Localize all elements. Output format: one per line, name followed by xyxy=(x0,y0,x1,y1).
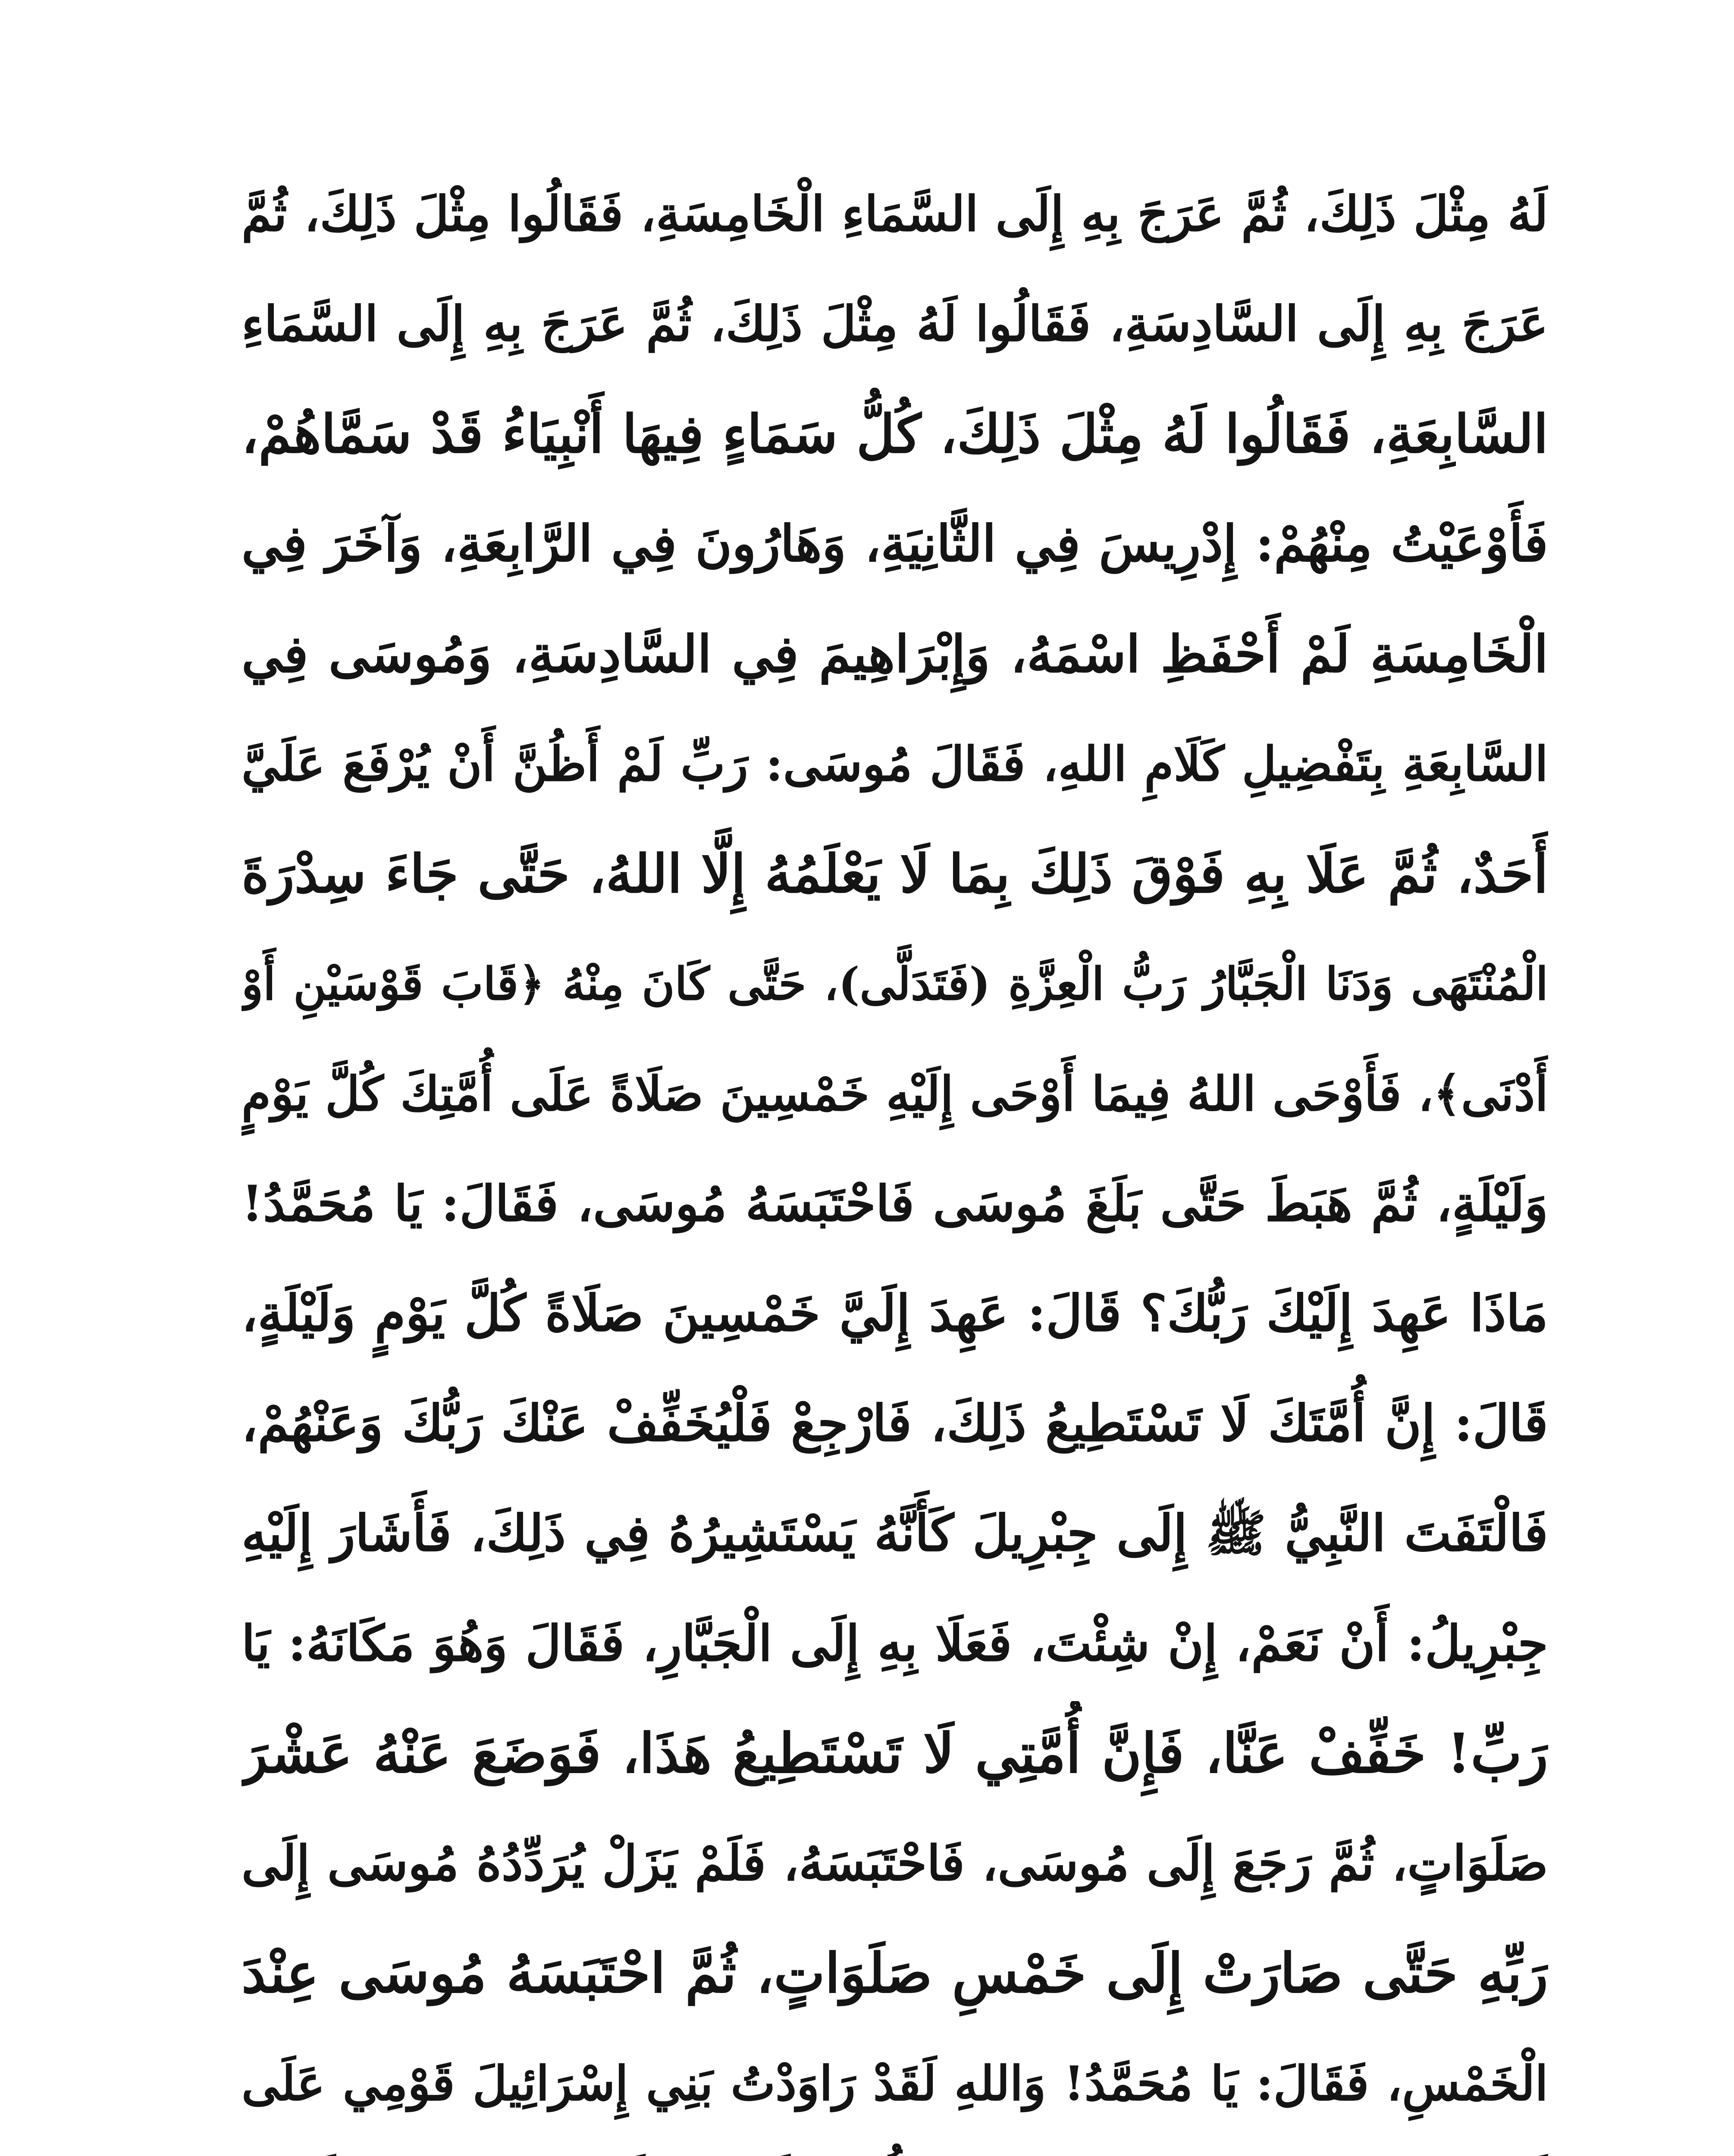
text-line-14: جِبْرِيلُ: أَنْ نَعَمْ، إِنْ شِئْتَ، فَعَلَا بِهِ إِلَى الْجَبَّارِ، فَقَالَ وَهُوَ مَكَانَهُ: يَا xyxy=(241,1614,1548,1672)
text-line-12: قَالَ: إِنَّ أُمَّتَكَ لَا تَسْتَطِيعُ ذَلِكَ، فَارْجِعْ فَلْيُخَفِّفْ عَنْكَ رَبُّكَ وَعَنْهُمْ، xyxy=(241,1394,1548,1453)
text-line-16: صَلَوَاتٍ، ثُمَّ رَجَعَ إِلَى مُوسَى، فَاحْتَبَسَهُ، فَلَمْ يَزَلْ يُرَدِّدُهُ مُوسَى إِلَى xyxy=(241,1835,1548,1892)
text-line-3: السَّابِعَةِ، فَقَالُوا لَهُ مِثْلَ ذَلِكَ، كُلُّ سَمَاءٍ فِيهَا أَنْبِيَاءُ قَدْ سَمَّاهُمْ، xyxy=(241,403,1548,465)
text-line-13: فَالْتَفَتَ النَّبِيُّ ﷺ إِلَى جِبْرِيلَ كَأَنَّهُ يَسْتَشِيرُهُ فِي ذَلِكَ، فَأَشَارَ إِلَيْهِ xyxy=(241,1504,1548,1563)
text-line-2: عَرَجَ بِهِ إِلَى السَّادِسَةِ، فَقَالُوا لَهُ مِثْلَ ذَلِكَ، ثُمَّ عَرَجَ بِهِ إِلَى السَّمَاءِ xyxy=(241,296,1548,352)
text-line-9: أَدْنَى﴾، فَأَوْحَى اللهُ فِيمَا أَوْحَى إِلَيْهِ خَمْسِينَ صَلَاةً عَلَى أُمَّتِكَ كُلَّ يَوْمٍ xyxy=(241,1066,1548,1122)
text-line-19 xyxy=(241,2141,1548,2156)
text-line-1: لَهُ مِثْلَ ذَلِكَ، ثُمَّ عَرَجَ بِهِ إِلَى السَّمَاءِ الْخَامِسَةِ، فَقَالُوا مِثْلَ ذَلِكَ، ثُمَّ xyxy=(241,186,1548,242)
text-line-18: الْخَمْسِ، فَقَالَ: يَا مُحَمَّدُ! وَاللهِ لَقَدْ رَاوَدْتُ بَنِي إِسْرَائِيلَ قَوْمِي عَلَى xyxy=(241,2056,1548,2111)
text-line-10: وَلَيْلَةٍ، ثُمَّ هَبَطَ حَتَّى بَلَغَ مُوسَى فَاحْتَبَسَهُ مُوسَى، فَقَالَ: يَا مُحَمَّدُ! xyxy=(241,1175,1548,1232)
text-line-7: أَحَدٌ، ثُمَّ عَلَا بِهِ فَوْقَ ذَلِكَ بِمَا لَا يَعْلَمُهُ إِلَّا اللهُ، حَتَّى جَاءَ سِدْرَةَ xyxy=(241,843,1548,905)
text-line-15: رَبِّ! خَفِّفْ عَنَّا، فَإِنَّ أُمَّتِي لَا تَسْتَطِيعُ هَذَا، فَوَضَعَ عَنْهُ عَشْرَ xyxy=(241,1721,1548,1785)
text-line-17: رَبِّهِ حَتَّى صَارَتْ إِلَى خَمْسِ صَلَوَاتٍ، ثُمَّ احْتَبَسَهُ مُوسَى عِنْدَ xyxy=(241,1941,1548,2005)
text-line-8: الْمُنْتَهَى وَدَنَا الْجَبَّارُ رَبُّ الْعِزَّةِ (فَتَدَلَّى)، حَتَّى كَانَ مِنْهُ ﴿قَابَ قَوْسَيْنِ أَوْ xyxy=(241,957,1548,1010)
body-text xyxy=(241,162,1548,2156)
text-line-4: فَأَوْعَيْتُ مِنْهُمْ: إِدْرِيسَ فِي الثَّانِيَةِ، وَهَارُونَ فِي الرَّابِعَةِ، وَآخَرَ فِي xyxy=(241,514,1548,573)
text-line-11: مَاذَا عَهِدَ إِلَيْكَ رَبُّكَ؟ قَالَ: عَهِدَ إِلَيَّ خَمْسِينَ صَلَاةً كُلَّ يَوْمٍ وَلَيْلَةٍ، xyxy=(241,1284,1548,1343)
text-line-6: السَّابِعَةِ بِتَفْضِيلِ كَلَامِ اللهِ، فَقَالَ مُوسَى: رَبِّ لَمْ أَظُنَّ أَنْ يُرْفَعَ عَلَيَّ xyxy=(241,736,1548,792)
text-line-5: الْخَامِسَةِ لَمْ أَحْفَظِ اسْمَهُ، وَإِبْرَاهِيمَ فِي السَّادِسَةِ، وَمُوسَى فِي xyxy=(241,624,1548,684)
